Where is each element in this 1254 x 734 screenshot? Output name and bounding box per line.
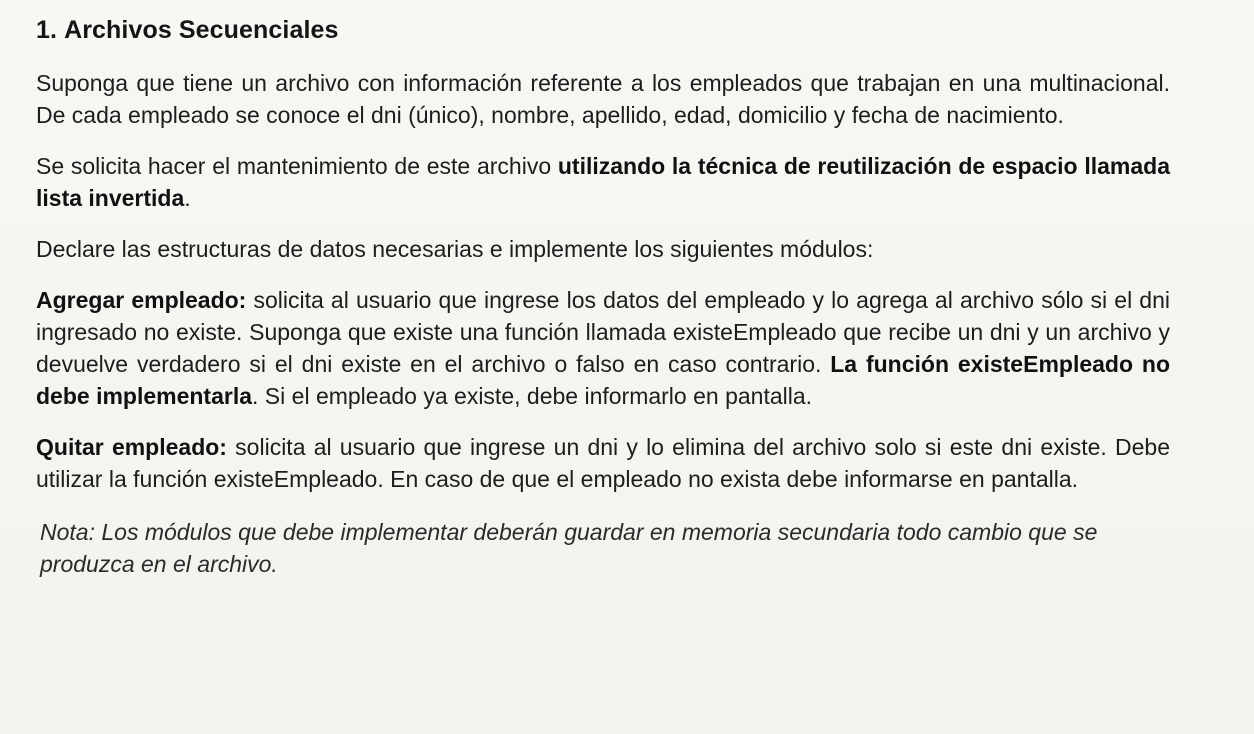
agregar-text: solicita al usuario que ingrese los datos del empleado y lo agrega al archivo sólo si el dni ingresado no existe. Suponga que existe una función llamada existeEmpleado que recibe un dni y un archivo y devuelve verdadero si el dni existe en el archivo o falso en caso contrario. [36, 287, 1171, 377]
request-text: Se solicita hacer el mantenimiento de este archivo [36, 153, 558, 179]
section-number: 1. [36, 16, 58, 44]
paragraph-nota: Nota: Los módulos que debe implementar deberán guardar en memoria secundaria todo cambio que se produzca en el archivo. [40, 519, 1098, 577]
paragraph-request [36, 150, 1170, 214]
paragraph-intro: Suponga que tiene un archivo con información referente a los empleados que trabajan en una multinacional. De cada empleado se conoce el dni (único), nombre, apellido, edad, domicilio y fecha de nacimiento. [36, 70, 1170, 128]
paragraph-agregar [36, 284, 1170, 412]
request-end: . [184, 185, 191, 211]
agregar-bold: La función existeEmpleado no debe implementarla [36, 351, 1170, 409]
agregar-label: Agregar empleado: [36, 287, 247, 313]
agregar-end: . Si el empleado ya existe, debe informarlo en pantalla. [252, 383, 813, 409]
paragraph-declare: Declare las estructuras de datos necesarias e implemente los siguientes módulos: [36, 236, 874, 262]
quitar-text: solicita al usuario que ingrese un dni y lo elimina del archivo solo si este dni existe. Debe utilizar la función existeEmpleado. En caso de que el empleado no exista debe informarse en pantalla. [36, 434, 1170, 492]
request-bold: utilizando la técnica de reutilización de espacio llamada lista invertida [36, 153, 1170, 211]
paragraph-quitar [36, 431, 1170, 495]
section-heading [36, 13, 1170, 47]
section-title: Archivos Secuenciales [64, 16, 339, 44]
quitar-label: Quitar empleado: [36, 434, 227, 460]
